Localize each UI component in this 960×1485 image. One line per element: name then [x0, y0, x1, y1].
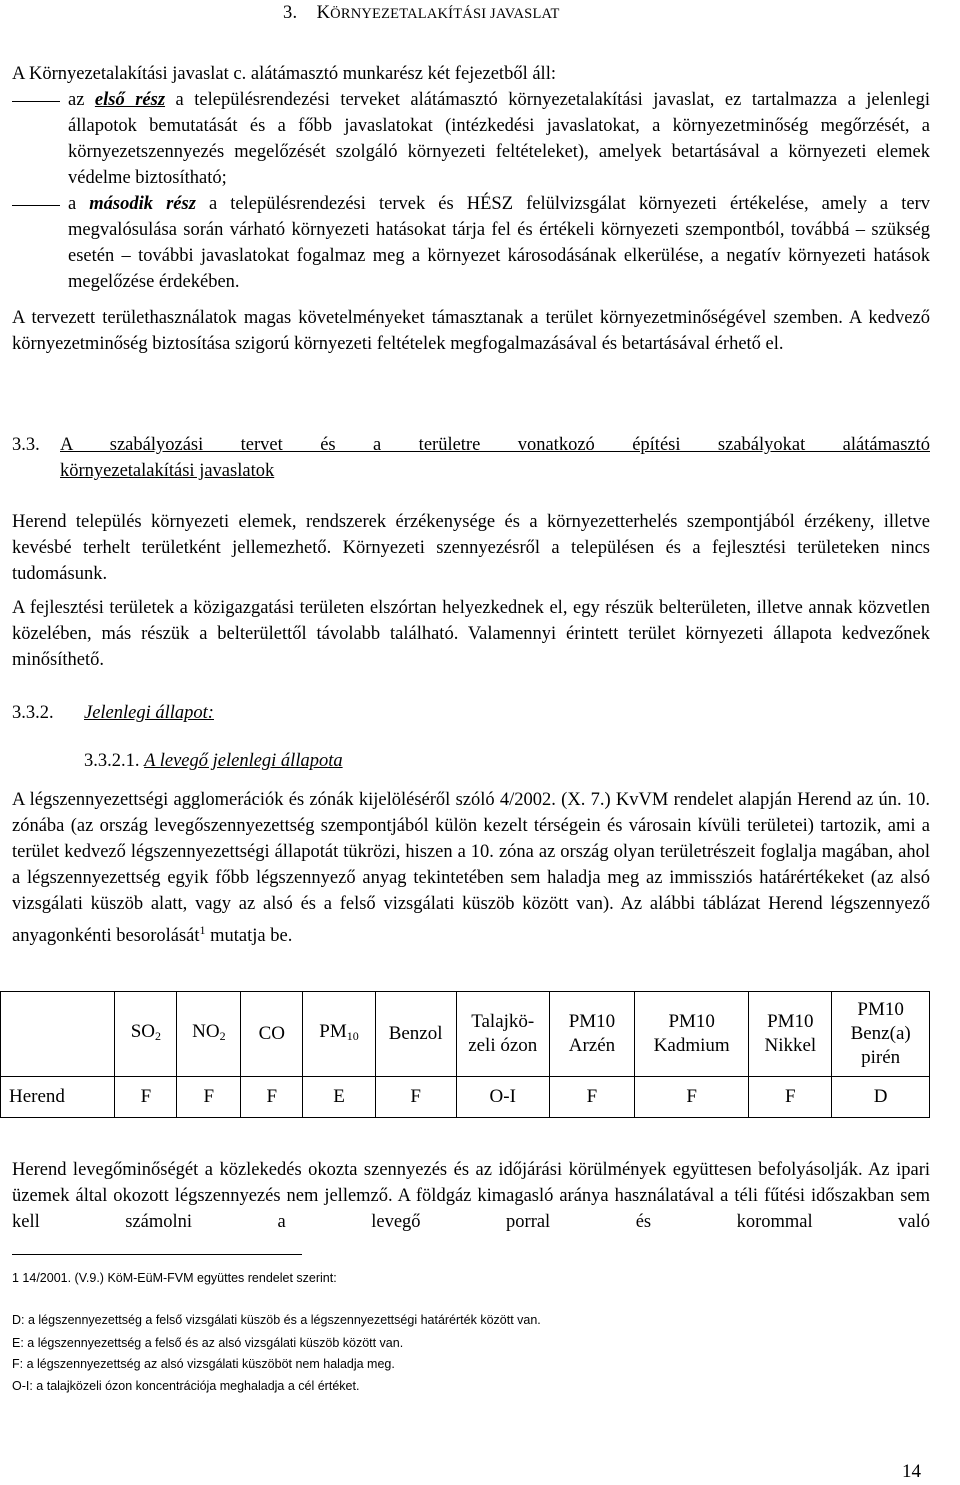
chapter-title-initial: K [316, 3, 331, 23]
table-row [1, 1077, 930, 1118]
chapter-title-rest: ÖRNYEZETALAKÍTÁSI JAVASLAT [330, 6, 560, 22]
table-header-cell: $NO_2$ [177, 992, 241, 1077]
paragraph-air-quality-zones [12, 787, 930, 949]
table-cell: F [634, 1077, 748, 1118]
table-header-cell: PM10 Benz(a) pirén [832, 992, 930, 1077]
paragraph-planned-land-use: A tervezett területhasználatok magas követelményeket támasztanak a terület környezetminőségével szemben. A kedvező környezetminőség biztosítása szigorú környezeti feltételek megfogalmazásával és betartásával érhető el. [12, 308, 930, 354]
footnote-d: D: a légszennyezettség a felső vizsgálati küszöb és a légszennyezettségi határérték között van. [12, 1313, 541, 1327]
section-3-3-2-1-number: 3.3.2.1. [84, 751, 140, 771]
footnote-title: 1 14/2001. (V.9.) KöM-EüM-FVM együttes rendelet szerint: [12, 1271, 337, 1285]
table-corner-cell [1, 992, 115, 1077]
chapter-heading [283, 3, 560, 24]
section-3-3-2-1-title: A levegő jelenlegi állapota [144, 751, 343, 771]
table-cell: F [241, 1077, 303, 1118]
section-3-3-title [60, 432, 930, 484]
paragraph-herend-environment: Herend település környezeti elemek, rendszerek érzékenysége és a környezetterhelés szempontjából érzékeny, illetve kevésbé terhelt területként jellemezhető. Környezeti szennyezésről a településen és a fejlesztési területeken nincs tudomásunk. [12, 512, 930, 584]
paragraph-development-areas: A fejlesztési területek a közigazgatási területen elszórtan helyezkednek el, egy részük belterületen, illetve annak közvetlen közelében, más részük a belterülettől távolabb található. Valamennyi érintett terület környezeti állapota kedvezőnek minősíthető. [12, 598, 930, 670]
table-cell: E [303, 1077, 375, 1118]
table-cell: F [749, 1077, 832, 1118]
table-header-cell: PM10 Nikkel [749, 992, 832, 1077]
air-quality-text: A légszennyezettségi agglomerációk és zónák kijelöléséről szóló 4/2002. (X. 7.) KvVM rendelet alapján Herend az ún. 10. zónába (az ország levegőszennyezettség szempontjából külön kezelt térségein és városain kívüli területei) tartozik, ami a terület kedvező légszennyezettségi állapotát tükrözi, hiszen a 10. zóna az ország olyan területrészeit foglalja magában, ahol a légszennyezettség egyik főbb légszennyező anyag tekintetében sem haladja meg az immissziós határértékeket (az alsó vizsgálati küszöb alatt, vagy az alsó és a felső vizsgálati küszöb között van). Az alábbi táblázat Herend légszennyező anyagonkénti besorolását [12, 790, 930, 946]
table-row-label: Herend [1, 1077, 115, 1118]
section-3-3-2-heading [12, 700, 54, 726]
list-item-text: a településrendezési terveket alátámasztó környezetalakítási javaslat, ez tartalmazza a jelenlegi állapotok bemutatását és a főbb javaslatokat (intézkedési javaslatokat, a környezetminőség megőrzését, a környezetszennyezés megelőzését szolgáló környezeti feltételeket), amelyek betartásával a környezeti elemek védelme biztosítható; [68, 90, 930, 188]
table-cell: F [177, 1077, 241, 1118]
intro-paragraph: A Környezetalakítási javaslat c. alátámasztó munkarész két fejezetből áll: [12, 64, 556, 84]
list-item-emphasis: második rész [89, 194, 196, 214]
table-cell: D [832, 1077, 930, 1118]
table-header-cell: Benzol [375, 992, 456, 1077]
table-cell: F [549, 1077, 634, 1118]
air-quality-text-end: mutatja be. [205, 926, 293, 946]
section-3-3-2-1-heading [84, 748, 343, 774]
footnote-f: F: a légszennyezettség az alsó vizsgálati küszöböt nem haladja meg. [12, 1357, 395, 1371]
list-item-emphasis: első rész [94, 90, 166, 110]
footnote-separator [12, 1254, 302, 1255]
list-item-prefix: a [68, 194, 90, 214]
table-cell: O-I [456, 1077, 549, 1118]
section-3-3-number: 3.3. [12, 435, 40, 455]
section-3-3-2-number: 3.3.2. [12, 703, 54, 723]
table-cell: F [375, 1077, 456, 1118]
section-3-3-2-title: Jelenlegi állapot: [84, 703, 214, 723]
list-item-second-part [68, 191, 930, 295]
table-cell: F [115, 1077, 177, 1118]
chapter-number: 3. [283, 3, 298, 23]
list-item-text: a településrendezési tervek és HÉSZ felülvizsgálat környezeti értékelése, amely a terv megvalósulása során várható környezeti hatásokat tárja fel és értékeli környezeti szempontból, továbbá – szükség esetén – további javaslatokat fogalmaz meg a környezet károsodásának elkerülése, a negatív környezeti hatások megelőzése érdekében. [68, 194, 930, 292]
list-dash-1 [12, 101, 60, 102]
table-header-cell: $SO_2$ [115, 992, 177, 1077]
table-header-row [1, 992, 930, 1077]
table-header-cell: $PM_{10}$ [303, 992, 375, 1077]
section-3-3-title-line1: A szabályozási tervet és a területre vonatkozó építési szabályokat alátámasztó [60, 435, 930, 455]
table-header-cell: CO [241, 992, 303, 1077]
paragraph-air-quality-factors: Herend levegőminőségét a közlekedés okozta szennyezés és az időjárási körülmények együttesen befolyásolják. Az ipari üzemek által okozott légszennyezés nem jellemző. A földgáz kimagasló aránya használatával a téli fűtési időszakban sem kell számolni a levegő porral és korommal való [12, 1160, 930, 1232]
table-header-cell: Talajkö-zeli ózon [456, 992, 549, 1077]
table-header-cell: PM10 Kadmium [634, 992, 748, 1077]
footnote-e: E: a légszennyezettség a felső és az alsó vizsgálati küszöb között van. [12, 1336, 404, 1350]
section-3-3-title-line2: környezetalakítási javaslatok [60, 461, 275, 481]
list-item-prefix: az [68, 90, 95, 110]
page-number: 14 [902, 1461, 921, 1482]
footnote-reference: 1 [199, 923, 206, 937]
pollutant-classification-table [0, 991, 930, 1118]
list-item-first-part [68, 87, 930, 191]
table-header-cell: PM10 Arzén [549, 992, 634, 1077]
footnote-oi: O-I: a talajközeli ózon koncentrációja meghaladja a cél értéket. [12, 1379, 360, 1393]
list-dash-2 [12, 205, 60, 206]
